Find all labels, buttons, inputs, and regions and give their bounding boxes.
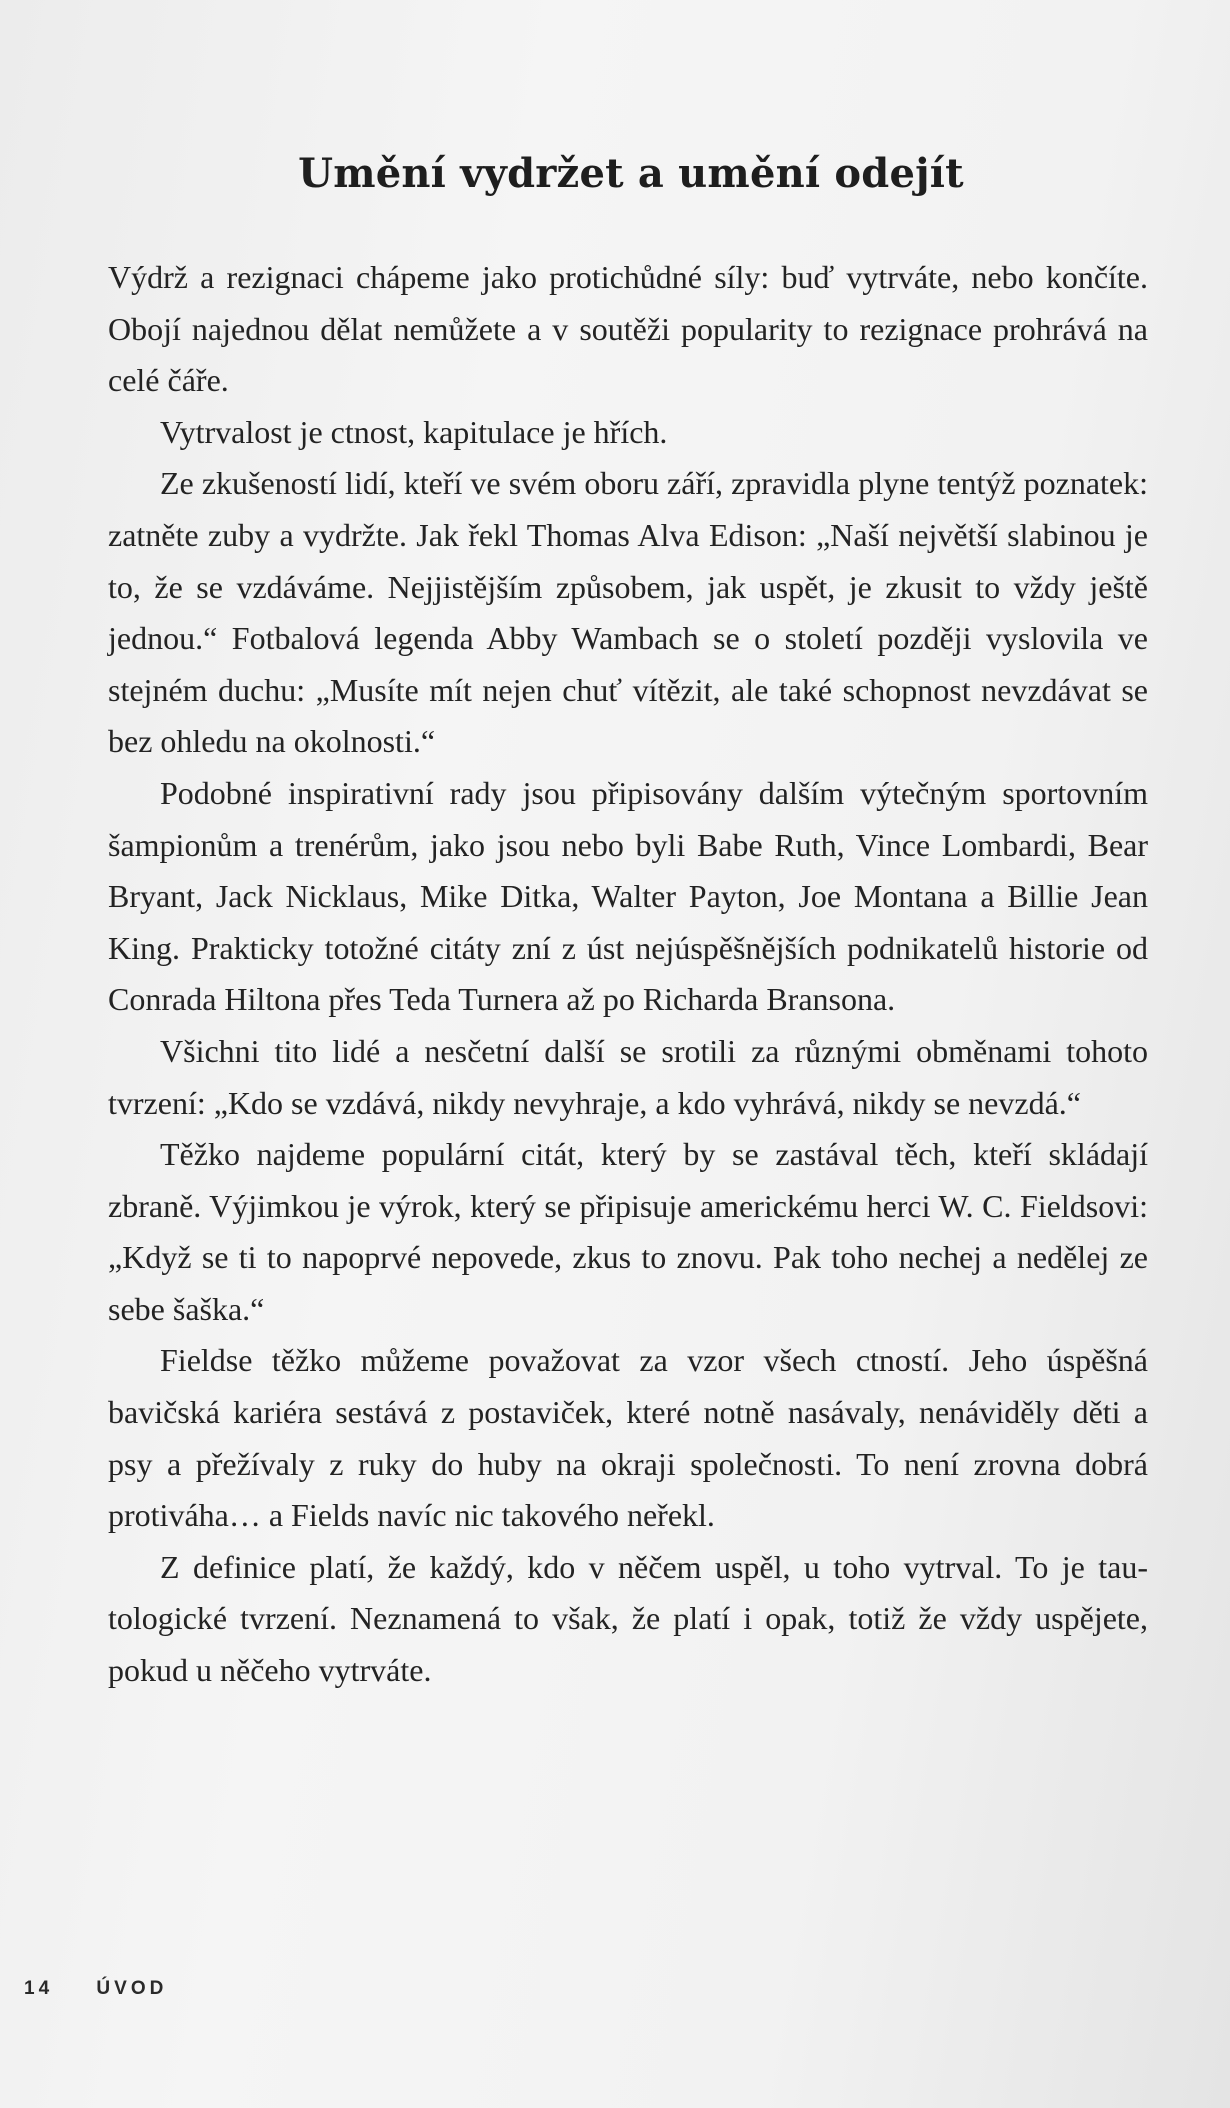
paragraph: Těžko najdeme populární citát, který by se zastával těch, kteří skládají zbraně. Výjimkou je výrok, který se připisuje americkému herci W. C. Fieldsovi: „Když se ti to napoprvé nepovede, zkus to znovu. Pak toho nechej a nedělej ze sebe šaška.“ (108, 1136, 1148, 1327)
page-number: 14 (24, 1978, 54, 1999)
paragraph: Ze zkušeností lidí, kteří ve svém oboru září, zpravidla plyne tentýž poznatek: zatněte zuby a vydržte. Jak řekl Thomas Alva Edison: „Naší největší slabinou je to, že se vzdáváme. Nejjistějším způsobem, jak uspět, je zkusit to vždy ještě jednou.“ Fotbalová legenda Abby Wambach se o století později vyslovila ve stejném duchu: „Musíte mít nejen chuť vítězit, ale také schopnost nevzdávat se bez ohledu na okolnosti.“ (108, 465, 1148, 760)
paragraph: Podobné inspirativní rady jsou připisovány dalším výtečným sportovním šampionům a trenérům, jako jsou nebo byli Babe Ruth, Vince Lombardi, Bear Bryant, Jack Nicklaus, Mike Ditka, Walter Payton, Joe Montana a Billie Jean King. Prakticky totožné citáty zní z úst nejúspěšnějších podnikatelů historie od Conrada Hiltona přes Teda Turnera až po Richarda Bransona. (108, 774, 1148, 1018)
page-footer (24, 1978, 167, 2000)
chapter-title: Umění vydržet a umění odejít (298, 150, 964, 197)
paragraph: Vytrvalost je ctnost, kapitulace je hřích. (160, 413, 668, 450)
paragraph: Fieldse těžko můžeme považovat za vzor všech ctností. Jeho úspěšná bavičská kariéra sestává z postaviček, které notně nasávaly, nenáviděly děti a psy a přežívaly z ruky do huby na okraji společnosti. To není zrovna dobrá protiváha… a Fields navíc nic takového neřekl. (108, 1342, 1148, 1534)
paragraph: Z definice platí, že každý, kdo v něčem uspěl, u toho vytrval. To je tautologické tvrzení. Neznamená to však, že platí i opak, totiž že vždy uspějete, pokud u něčeho vytrváte. (108, 1548, 1148, 1689)
section-name: ÚVOD (96, 1978, 168, 1999)
body-text (108, 252, 1148, 1697)
paragraph: Všichni tito lidé a nesčetní další se srotili za různými obměnami tohoto tvrzení: „Kdo se vzdává, nikdy nevyhraje, a kdo vyhrává, nikdy se nevzdá.“ (108, 1032, 1148, 1121)
paragraph: Výdrž a rezignaci chápeme jako protichůdné síly: buď vytrváte, nebo končíte. Obojí najednou dělat nemůžete a v soutěži popularity to rezignace prohrává na celé čáře. (108, 259, 1148, 399)
